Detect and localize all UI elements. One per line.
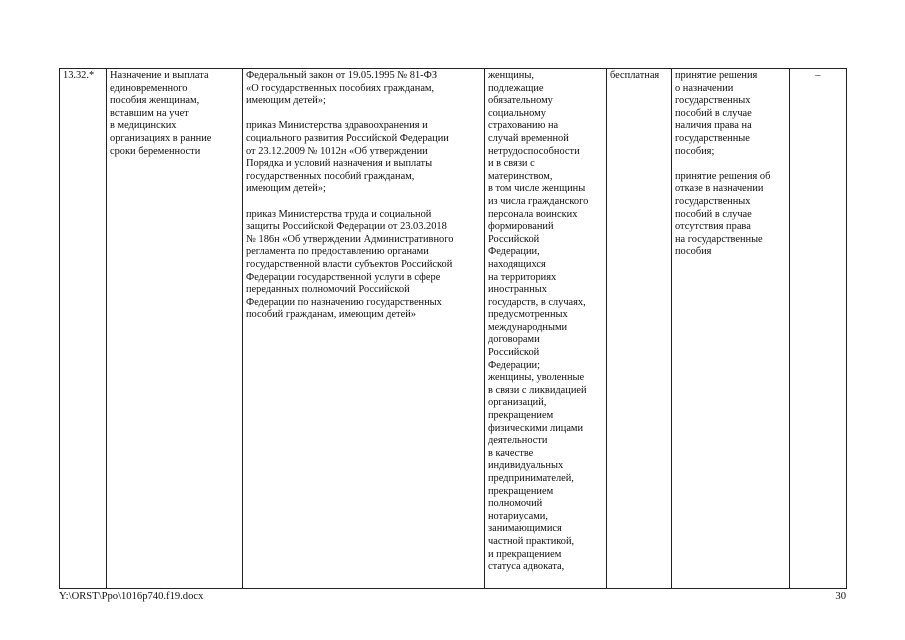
row-number: 13.32.* — [63, 70, 95, 81]
result-cell — [672, 69, 790, 589]
recipients-cell — [485, 69, 607, 589]
row-number-cell — [60, 69, 107, 589]
recipients-text: женщины, подлежащие обязательному социальному страхованию на случай временной нетрудоспособности и в связи с материнством, в том числе женщины из числа гражданского персонала воинских формирований Российской Федерации, находящихся на территориях иностранных государств, в случаях, предусмотренных международными договорами Российской Федерации; женщины, уволенные в связи с ликвидацией организаций, прекращением физическими лицами деятельности в качестве индивидуальных предпринимателей, прекращением полномочий нотариусами, занимающимися частной практикой, и прекращением статуса адвоката, — [488, 70, 589, 573]
result-text: принятие решения о назначении государственных пособий в случае наличия права на государственные пособия; принятие решения об отказе в назначении государственных пособий в случае отсутствия права на государственные пособия — [675, 70, 771, 258]
services-table — [59, 68, 847, 589]
page-number: 30 — [835, 591, 846, 602]
service-name-cell — [107, 69, 243, 589]
table-row — [60, 69, 847, 589]
cost-cell — [607, 69, 672, 589]
footer-file-path: Y:\ORST\Ppo\1016p740.f19.docx — [59, 591, 204, 602]
legal-basis-text: Федеральный закон от 19.05.1995 № 81-ФЗ «О государственных пособиях гражданам, имеющим детей»; приказ Министерства здравоохранения и социального развития Российской Федерации от 23.12.2009 № 1012н «Об утверждении Порядка и условий назначения и выплаты государственных пособий гражданам, имеющим детей»; приказ Министерства труда и социальной защиты Российской Федерации от 23.03.2018 № 186н «Об утверждении Административного регламента по предоставлению органами государственной власти субъектов Российской Федерации государственной услуги в сфере переданных полномочий Российской Федерации по назначению государственных пособий гражданам, имеющим детей» — [246, 70, 454, 321]
cost-text: бесплатная — [610, 70, 660, 81]
legal-basis-cell — [243, 69, 485, 589]
extra-text: – — [815, 70, 821, 81]
extra-cell — [790, 69, 847, 589]
service-name: Назначение и выплата единовременного пособия женщинам, вставшим на учет в медицинских организациях в ранние сроки беременности — [110, 70, 212, 157]
